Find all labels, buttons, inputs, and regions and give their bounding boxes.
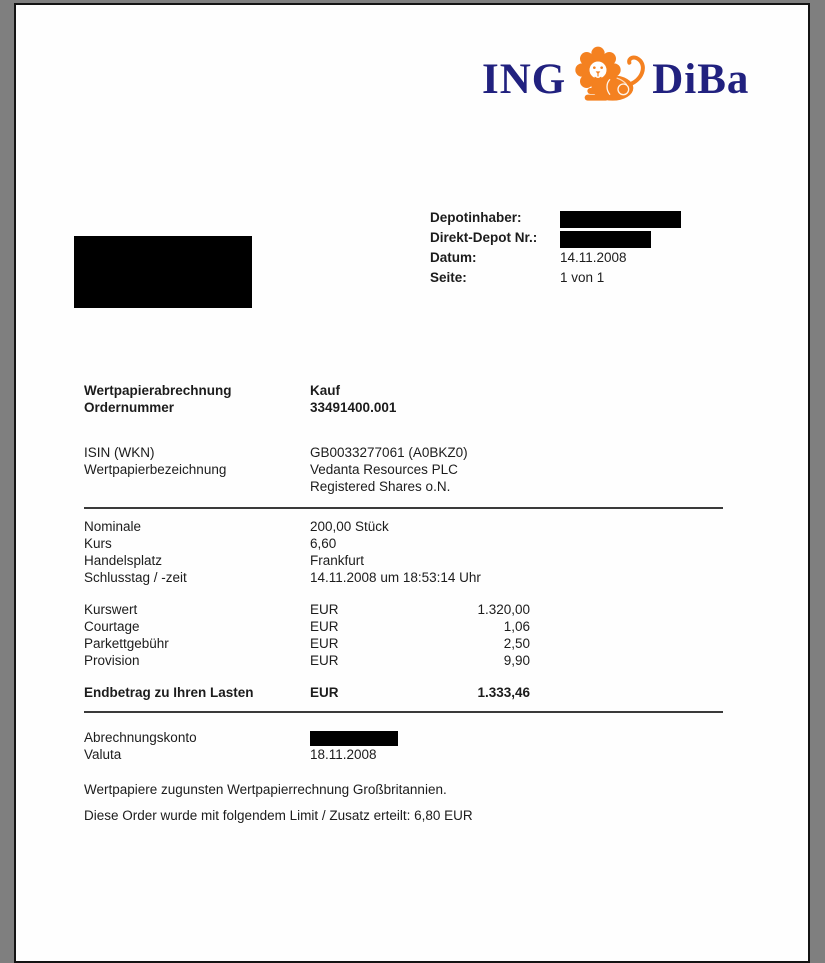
schlusstag-row — [84, 569, 481, 586]
bezeichnung-label: Wertpapierbezeichnung — [84, 462, 227, 477]
nominale-row — [84, 518, 481, 535]
provision-currency: EUR — [310, 653, 339, 668]
bezeichnung-row — [84, 461, 468, 478]
abrechnungskonto-label: Abrechnungskonto — [84, 730, 197, 745]
security-section — [84, 444, 468, 495]
isin-label: ISIN (WKN) — [84, 445, 155, 460]
datum-label: Datum: — [430, 250, 477, 265]
abrechnung-label: Wertpapierabrechnung — [84, 383, 232, 398]
isin-row — [84, 444, 468, 461]
parkettgebuehr-label: Parkettgebühr — [84, 636, 169, 651]
courtage-amount: 1,06 — [503, 619, 530, 634]
endbetrag-label: Endbetrag zu Ihren Lasten — [84, 685, 254, 700]
abrechnung-row — [84, 382, 396, 399]
bezeichnung-value-2: Registered Shares o.N. — [310, 479, 451, 494]
kurswert-amount: 1.320,00 — [477, 602, 530, 617]
note-wertpapiere: Wertpapiere zugunsten Wertpapierrechnung Großbritannien. — [84, 782, 447, 797]
settlement-section — [84, 729, 398, 763]
handelsplatz-label: Handelsplatz — [84, 553, 163, 568]
handelsplatz-row — [84, 552, 481, 569]
kurs-row — [84, 535, 481, 552]
valuta-value: 18.11.2008 — [310, 747, 377, 762]
schlusstag-label: Schlusstag / -zeit — [84, 570, 187, 585]
kurs-label: Kurs — [84, 536, 112, 551]
nominale-value: 200,00 Stück — [310, 519, 389, 534]
total-section — [84, 684, 530, 701]
seite-row — [430, 270, 681, 290]
courtage-currency: EUR — [310, 619, 339, 634]
valuta-label: Valuta — [84, 747, 122, 762]
ordernummer-label: Ordernummer — [84, 400, 175, 415]
valuta-row — [84, 746, 398, 763]
endbetrag-row — [84, 684, 530, 701]
bezeichnung-value: Vedanta Resources PLC — [310, 462, 458, 477]
note-limit: Diese Order wurde mit folgendem Limit / Zusatz erteilt: 6,80 EUR — [84, 808, 473, 823]
divider-line-bottom — [84, 711, 723, 713]
datum-row — [430, 250, 681, 270]
kurswert-row — [84, 601, 530, 618]
depot-nr-label: Direkt-Depot Nr.: — [430, 230, 538, 245]
redacted-depot-nr-value — [560, 231, 651, 248]
ordernummer-value: 33491400.001 — [310, 400, 397, 415]
kurswert-currency: EUR — [310, 602, 339, 617]
parkettgebuehr-amount: 2,50 — [503, 636, 530, 651]
abrechnung-value: Kauf — [310, 383, 340, 398]
datum-value: 14.11.2008 — [560, 250, 627, 265]
parkettgebuehr-row — [84, 635, 530, 652]
kurs-value: 6,60 — [310, 536, 337, 551]
depot-info-block — [430, 210, 681, 290]
document-page — [14, 3, 810, 963]
amounts-section — [84, 601, 530, 669]
seite-value: 1 von 1 — [560, 270, 605, 285]
schlusstag-value: 14.11.2008 um 18:53:14 Uhr — [310, 570, 481, 585]
kurswert-label: Kurswert — [84, 602, 138, 617]
order-section — [84, 382, 396, 416]
ing-diba-logo — [482, 43, 749, 103]
depotinhaber-label: Depotinhaber: — [430, 210, 522, 225]
courtage-row — [84, 618, 530, 635]
provision-amount: 9,90 — [503, 653, 530, 668]
courtage-label: Courtage — [84, 619, 140, 634]
logo-text-diba: DiBa — [652, 56, 750, 103]
redacted-depotinhaber-value — [560, 211, 681, 228]
endbetrag-amount: 1.333,46 — [477, 685, 530, 700]
depotinhaber-row — [430, 210, 681, 230]
provision-row — [84, 652, 530, 669]
isin-value: GB0033277061 (A0BKZ0) — [310, 445, 468, 460]
parkettgebuehr-currency: EUR — [310, 636, 339, 651]
depot-nr-row — [430, 230, 681, 250]
ing-lion-icon — [570, 43, 650, 105]
nominale-label: Nominale — [84, 519, 142, 534]
ordernummer-row — [84, 399, 396, 416]
seite-label: Seite: — [430, 270, 467, 285]
redacted-address-block — [74, 236, 252, 308]
handelsplatz-value: Frankfurt — [310, 553, 365, 568]
abrechnungskonto-row — [84, 729, 398, 746]
bezeichnung-row-2 — [84, 478, 468, 495]
endbetrag-currency: EUR — [310, 685, 339, 700]
divider-line-top — [84, 507, 723, 509]
provision-label: Provision — [84, 653, 140, 668]
trade-section — [84, 518, 481, 586]
redacted-abrechnungskonto-value — [310, 731, 398, 746]
logo-text-ing: ING — [482, 56, 567, 103]
